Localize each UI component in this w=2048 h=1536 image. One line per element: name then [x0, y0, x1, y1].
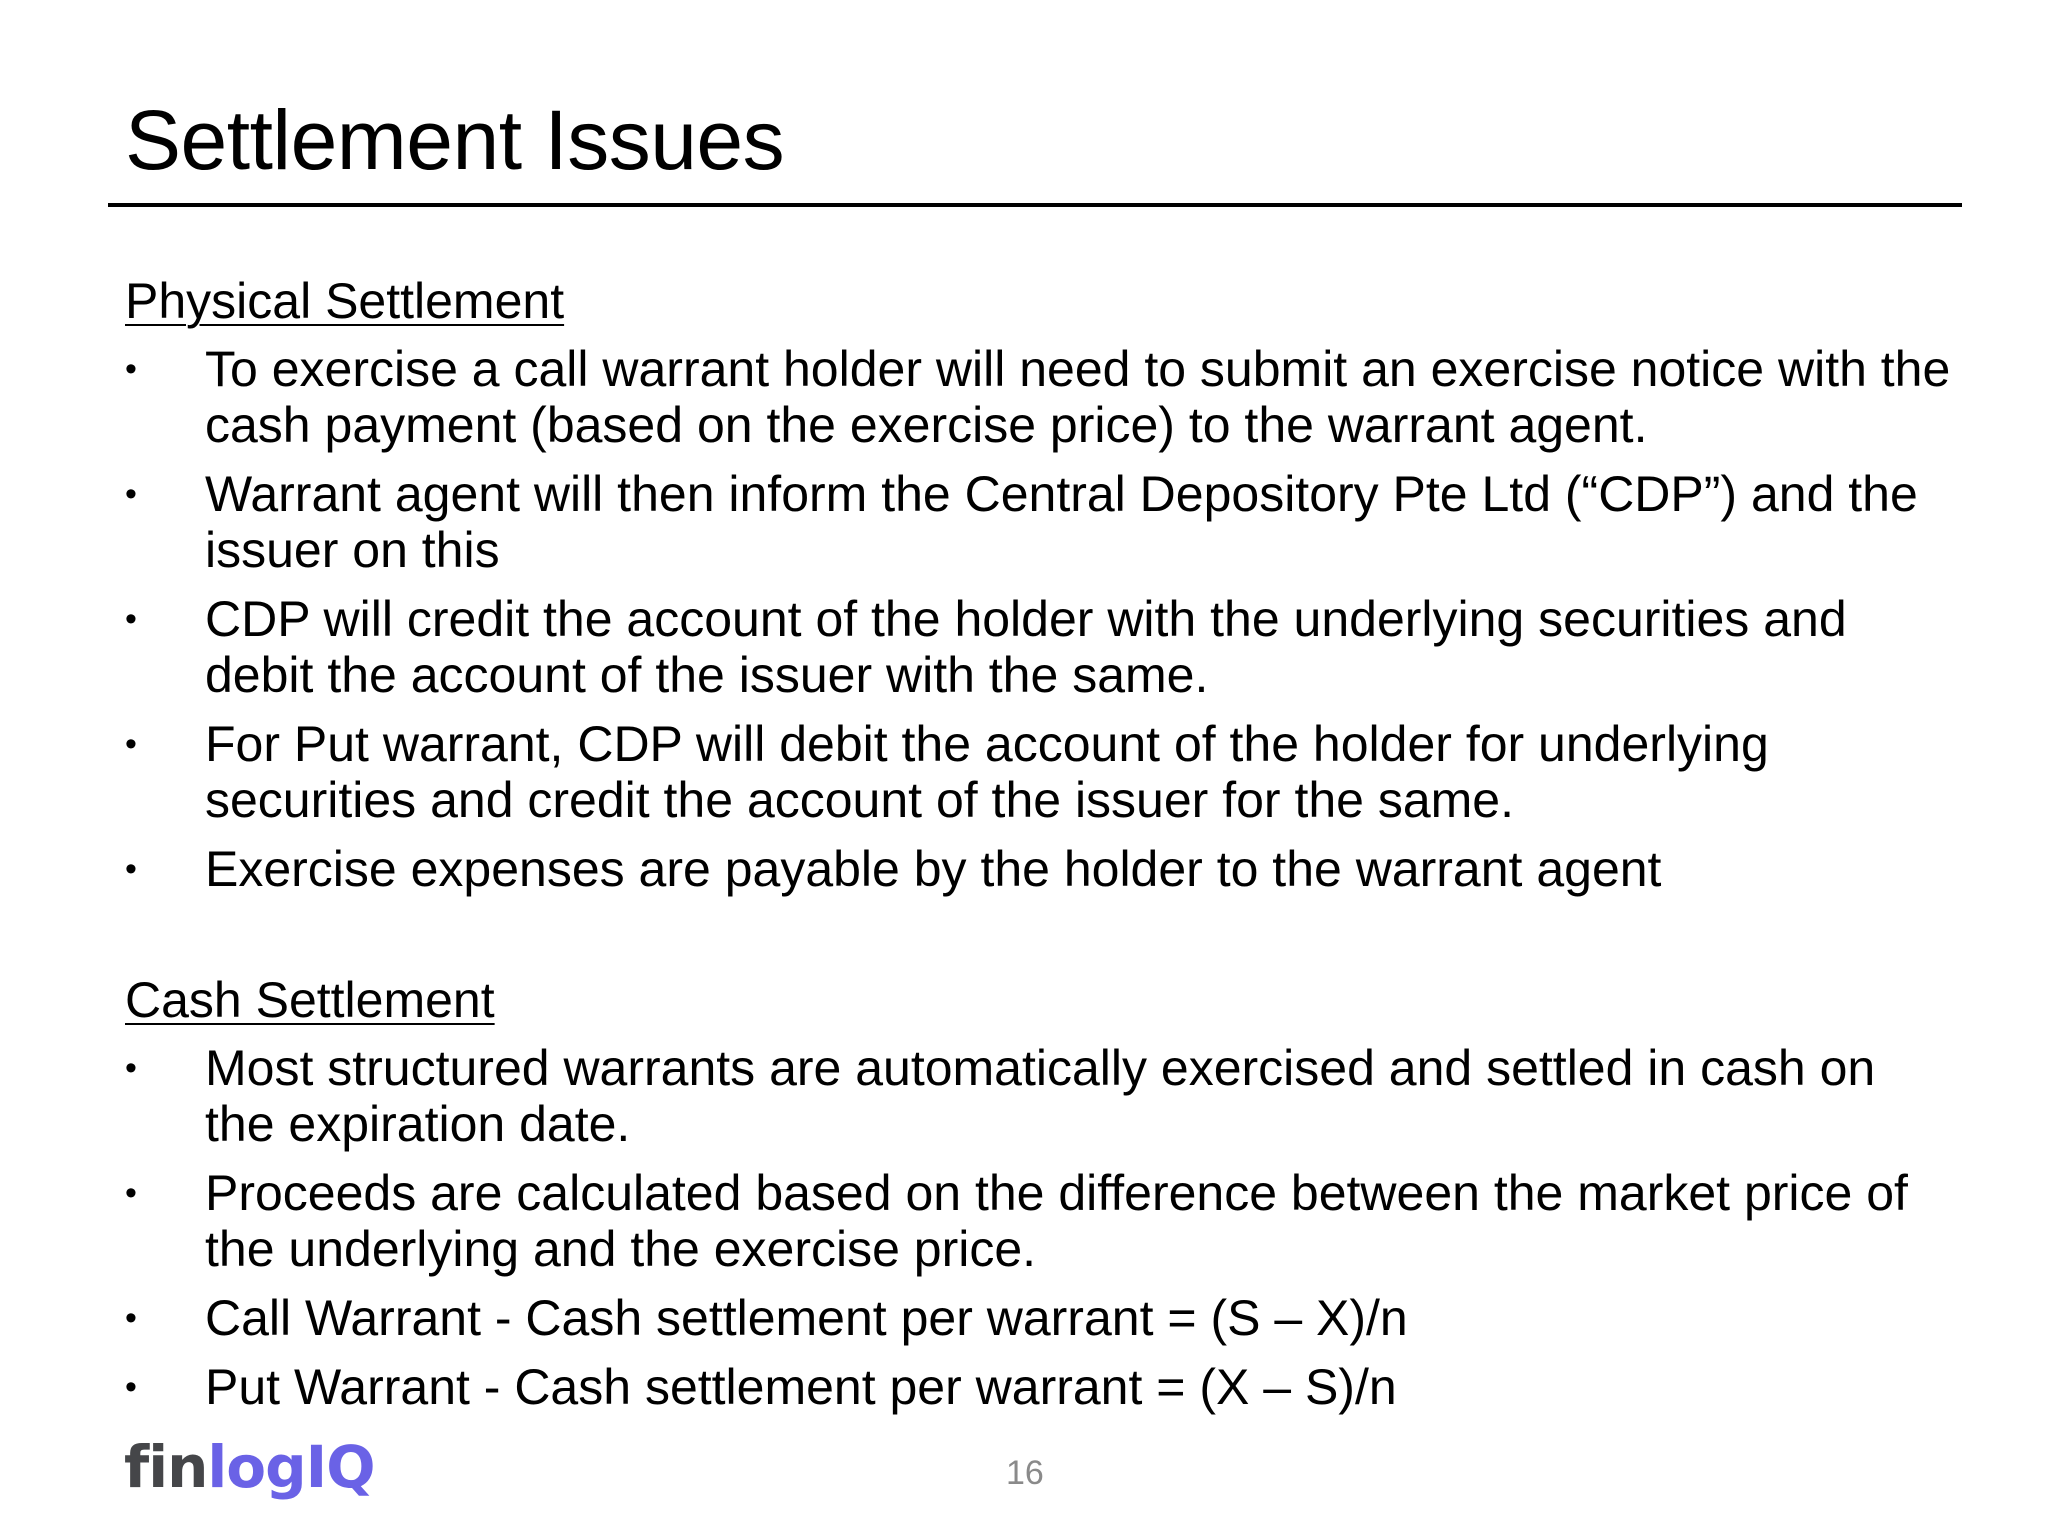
list-item — [125, 841, 1955, 897]
slide-content — [125, 273, 1955, 1428]
list-item — [125, 716, 1955, 828]
bullet-text: Put Warrant - Cash settlement per warrant = (X – S)/n — [205, 1359, 1397, 1415]
list-item — [125, 341, 1955, 453]
bullet-text: Call Warrant - Cash settlement per warrant = (S – X)/n — [205, 1290, 1408, 1346]
bullet-icon: • — [125, 1368, 137, 1406]
bullet-icon: • — [125, 850, 137, 888]
section-heading-physical-settlement: Physical Settlement — [125, 273, 565, 329]
bullet-icon: • — [125, 1299, 137, 1337]
list-item — [125, 1040, 1955, 1152]
bullet-icon: • — [125, 1049, 137, 1087]
list-item — [125, 1290, 1955, 1346]
bullet-icon: • — [125, 350, 137, 388]
bullet-text: For Put warrant, CDP will debit the account of the holder for underlying securities and credit the account of the issuer for the same. — [205, 716, 1769, 828]
bullet-icon: • — [125, 725, 137, 763]
slide-title: Settlement Issues — [125, 93, 785, 187]
finlogiq-logo — [124, 1433, 375, 1501]
section-heading-cash-settlement: Cash Settlement — [125, 972, 495, 1028]
title-divider — [108, 203, 1962, 207]
bullet-text: Exercise expenses are payable by the holder to the warrant agent — [205, 841, 1662, 897]
bullet-text: Most structured warrants are automatically exercised and settled in cash on the expiration date. — [205, 1040, 1876, 1152]
bullet-icon: • — [125, 475, 137, 513]
physical-settlement-list — [125, 341, 1955, 897]
page-number: 16 — [1006, 1454, 1044, 1492]
list-item — [125, 1359, 1955, 1415]
cash-settlement-list — [125, 1040, 1955, 1415]
logo-text-fin: fin — [124, 1433, 208, 1501]
bullet-icon: • — [125, 600, 137, 638]
list-item — [125, 591, 1955, 703]
bullet-text: Warrant agent will then inform the Central Depository Pte Ltd (“CDP”) and the issuer on this — [205, 466, 1918, 578]
logo-text-logiq: logIQ — [207, 1433, 375, 1501]
bullet-text: Proceeds are calculated based on the difference between the market price of the underlying and the exercise price. — [205, 1165, 1908, 1277]
list-item — [125, 466, 1955, 578]
bullet-text: CDP will credit the account of the holder with the underlying securities and debit the account of the issuer with the same. — [205, 591, 1847, 703]
bullet-icon: • — [125, 1174, 137, 1212]
bullet-text: To exercise a call warrant holder will need to submit an exercise notice with the cash payment (based on the exercise price) to the warrant agent. — [205, 341, 1951, 453]
list-item — [125, 1165, 1955, 1277]
